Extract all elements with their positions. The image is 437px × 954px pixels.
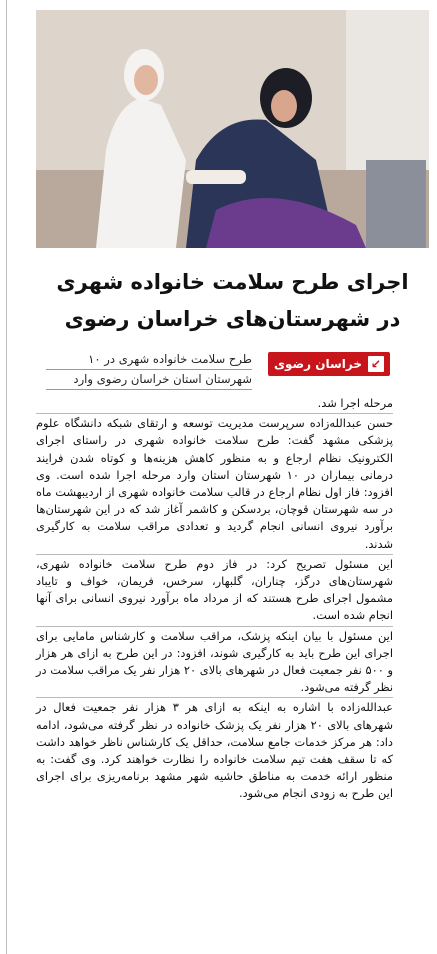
paragraph-3: این مسئول تصریح کرد: در فاز دوم طرح سلامت خانواده شهری، شهرستان‌های درگز، چناران، گلبهار، سرخس، فریمان، خواف و تایباد مشمول اجرای طرح هستند که از مرداد ماه برآورد نیروی انسانی برای آنها انجام شده است. [36,556,393,623]
paragraph-5: عبدالله‌زاده با اشاره به اینکه به ازای هر ۳ هزار نفر جمعیت فعال در شهرهای بالای ۲۰ هزار نفر یک پزشک خانواده در نظر گرفته می‌شود، ادامه داد: هر مرکز خدمات جامع سلامت، حداقل یک کارشناس ناظر خواهد داشت که تا سقف هفت تیم سلامت خانواده را نظارت خواهند کرد. وی گفت: به منظور ارائه خدمت به مناطق حاشیه شهر مشهد برنامه‌ریزی برای اجرای این طرح به زودی انجام می‌شود. [36,700,393,801]
lead-text [46,350,252,390]
headline-line-1: اجرای طرح سلامت خانواده شهری [56,270,409,294]
paragraph-divider [36,697,393,698]
headline-line-2: در شهرستان‌های خراسان رضوی [64,307,401,331]
article-body [36,395,393,803]
arrow-icon: ↙ [368,356,384,372]
lead-line-2: شهرستان استان خراسان رضوی وارد [46,370,252,390]
paragraph-divider [36,626,393,627]
paragraph-divider [36,413,393,414]
region-badge [268,352,390,376]
paragraph-2: حسن عبدالله‌زاده سرپرست مدیریت توسعه و ارتقای شبکه دانشگاه علوم پزشکی مشهد گفت: طرح سلامت خانواده شهری در راستای اجرای الکترونیک نظام ارجاع و به منظور کاهش هزینه‌ها و کوتاه شدن فرایند درمانی بیماران در ۱۰ شهرستان استان وارد مرحله اجرا شده است. وی افزود: فاز اول نظام ارجاع در قالب سلامت خانواده شهری از اردیبهشت ماه در سه شهرستان قوچان، بردسکن و کاشمر آغاز شد که در این شهرستان‌ها برآورد نیروی انسانی انجام گردید و تعدادی مراقب سلامت به کارگیری شدند. [36,416,393,551]
paragraph-4: این مسئول با بیان اینکه پزشک، مراقب سلامت و کارشناس مامایی برای اجرای این طرح باید به کارگیری شوند، افزود: در این طرح به ازای هر هزار و ۵۰۰ نفر جمعیت فعال در شهرهای بالای ۲۰ هزار نفر یک مراقب سلامت در نظر گرفته می‌شود. [36,628,394,695]
region-badge-label: خراسان رضوی [274,357,362,371]
paragraph-1: مرحله اجرا شد. [317,396,393,410]
article-photo [36,10,429,248]
column-rule [6,0,7,954]
lead-line-1: طرح سلامت خانواده شهری در ۱۰ [46,350,252,370]
nurse-patient-illustration [36,10,429,248]
paragraph-divider [36,554,393,555]
